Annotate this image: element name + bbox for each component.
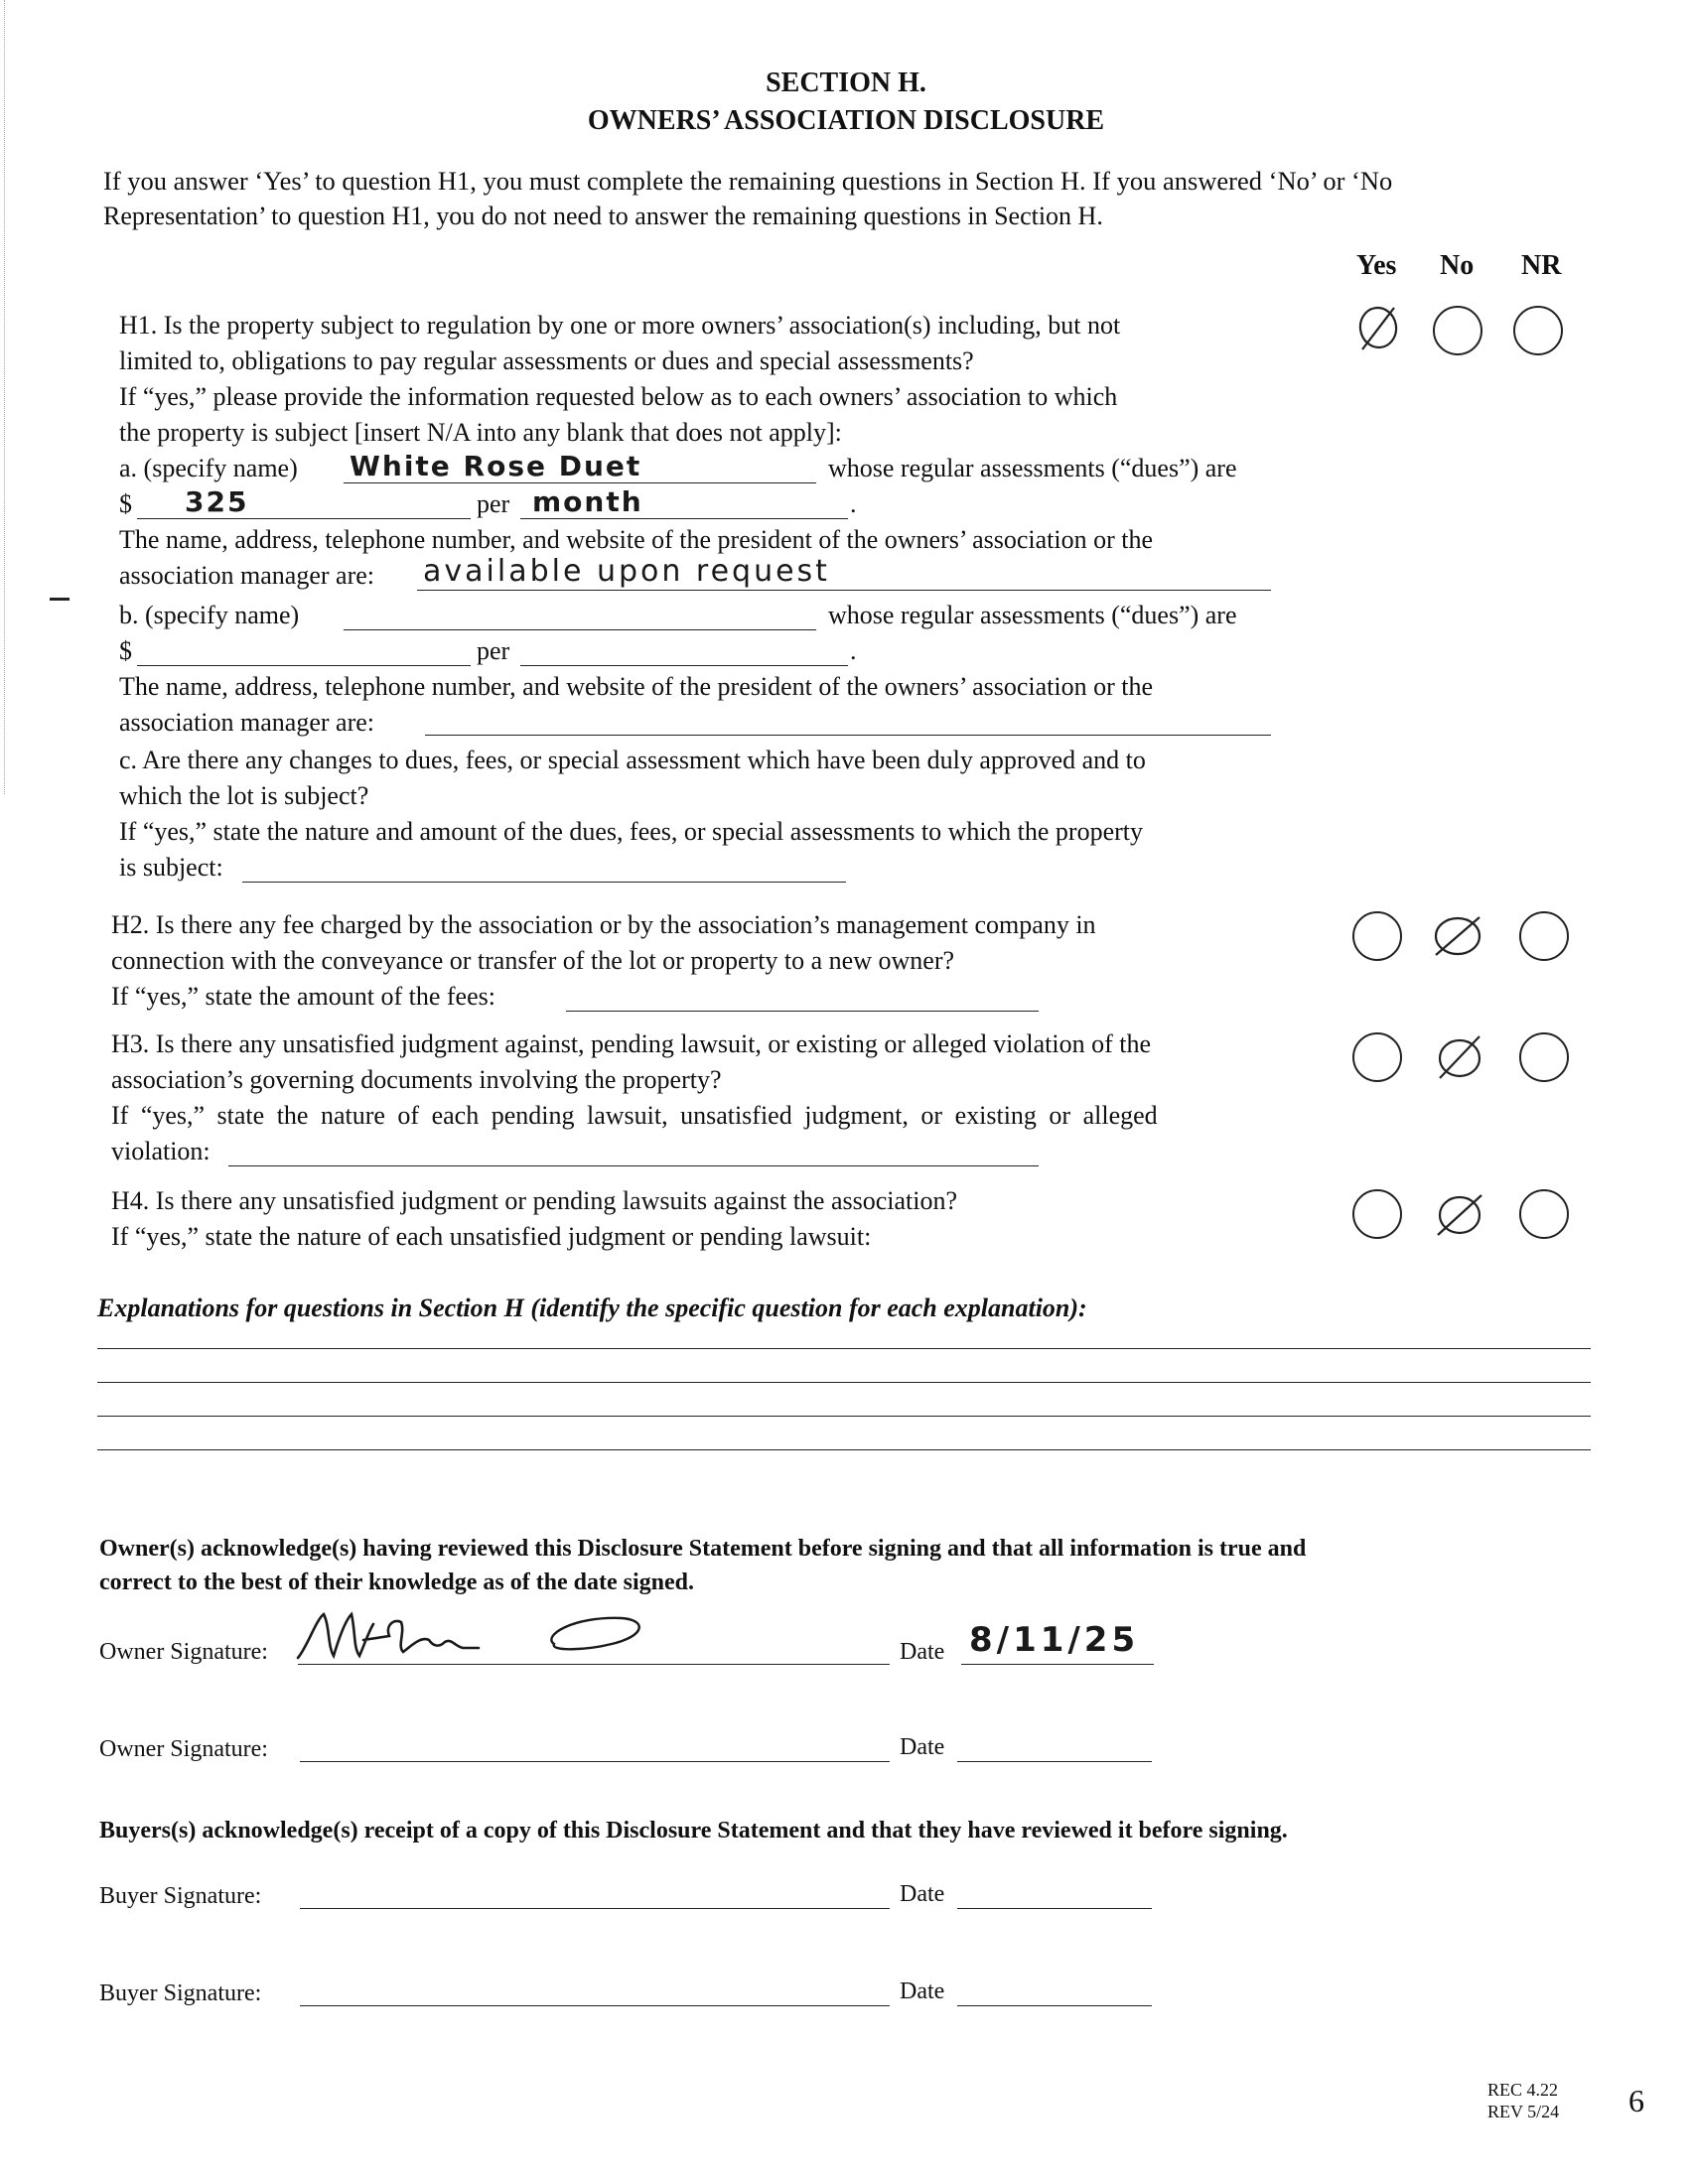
owner-signature-underline[interactable] xyxy=(300,1761,890,1762)
h1c-instruction: If “yes,” state the nature and amount of the dues, fees, or special assessments to which the property xyxy=(119,817,1143,846)
h1a-name-underline xyxy=(344,482,816,483)
h3-yes-radio[interactable] xyxy=(1352,1032,1402,1082)
buyer-date-underline[interactable] xyxy=(957,1908,1152,1909)
h3-answer-underline[interactable] xyxy=(228,1165,1039,1166)
h2-yes-radio[interactable] xyxy=(1352,911,1402,961)
column-nr-header: NR xyxy=(1521,250,1562,281)
owner-date-underline[interactable] xyxy=(957,1761,1152,1762)
h3-instruction: violation: xyxy=(111,1137,211,1165)
h3-question: association’s governing documents involving the property? xyxy=(111,1065,722,1094)
h1b-manager-label: The name, address, telephone number, and website of the president of the owners’ association or the xyxy=(119,672,1154,701)
buyer-date-label: Date xyxy=(900,1881,945,1907)
column-yes-header: Yes xyxy=(1356,250,1397,281)
explanation-line[interactable] xyxy=(97,1416,1591,1417)
h1a-amount-underline xyxy=(137,518,471,519)
h3-no-radio[interactable] xyxy=(1434,1032,1483,1082)
h4-nr-radio[interactable] xyxy=(1519,1189,1569,1239)
owner-signature-label: Owner Signature: xyxy=(99,1736,268,1762)
owner-acknowledgement: correct to the best of their knowledge as of the date signed. xyxy=(99,1570,695,1595)
h2-question: H2. Is there any fee charged by the association or by the association’s management company in xyxy=(111,910,1096,939)
h1b-period-underline[interactable] xyxy=(520,665,848,666)
h1a-per-label: per xyxy=(477,489,510,518)
column-no-header: No xyxy=(1440,250,1475,281)
h1b-manager-label: association manager are: xyxy=(119,708,374,737)
h1a-manager-label: The name, address, telephone number, and website of the president of the owners’ association or the xyxy=(119,525,1154,554)
h1a-dollar-sign: $ xyxy=(119,489,132,518)
owner-date-underline xyxy=(961,1664,1154,1665)
h1b-dollar-sign: $ xyxy=(119,636,132,665)
owner-signature-label: Owner Signature: xyxy=(99,1639,268,1665)
h1c-answer-underline[interactable] xyxy=(242,882,846,883)
h1a-name-label: a. (specify name) xyxy=(119,454,298,482)
buyer-signature-label: Buyer Signature: xyxy=(99,1980,262,2006)
h1-instruction: the property is subject [insert N/A into any blank that does not apply]: xyxy=(119,418,842,447)
h1b-amount-underline[interactable] xyxy=(137,665,471,666)
h1b-period-dot: . xyxy=(850,636,857,665)
h2-no-radio[interactable] xyxy=(1432,911,1481,961)
explanations-heading: Explanations for questions in Section H (identify the specific question for each explanation): xyxy=(97,1294,1087,1322)
explanation-line[interactable] xyxy=(97,1382,1591,1383)
h1c-question: which the lot is subject? xyxy=(119,781,369,810)
buyer-acknowledgement: Buyers(s) acknowledge(s) receipt of a copy of this Disclosure Statement and that they have reviewed it before signing. xyxy=(99,1818,1288,1843)
h2-nr-radio[interactable] xyxy=(1519,911,1569,961)
h1-question: H1. Is the property subject to regulation by one or more owners’ association(s) including, but not xyxy=(119,311,1121,340)
h1-instruction: If “yes,” please provide the information requested below as to each owners’ association to which xyxy=(119,382,1118,411)
h4-question: H4. Is there any unsatisfied judgment or pending lawsuits against the association? xyxy=(111,1186,958,1215)
h1c-instruction: is subject: xyxy=(119,853,223,882)
h3-question: H3. Is there any unsatisfied judgment against, pending lawsuit, or existing or alleged violation of the xyxy=(111,1029,1151,1058)
buyer-date-underline[interactable] xyxy=(957,2005,1152,2006)
owner-acknowledgement: Owner(s) acknowledge(s) having reviewed this Disclosure Statement before signing and that all information is true and xyxy=(99,1536,1307,1562)
h1a-manager-underline xyxy=(417,590,1271,591)
owner-signature-underline xyxy=(298,1664,890,1665)
h1a-dues-label: whose regular assessments (“dues”) are xyxy=(828,454,1237,482)
buyer-signature-label: Buyer Signature: xyxy=(99,1883,262,1909)
buyer-signature-underline[interactable] xyxy=(300,1908,890,1909)
h2-instruction: If “yes,” state the amount of the fees: xyxy=(111,982,495,1011)
buyer-signature-underline[interactable] xyxy=(300,2005,890,2006)
margin-mark xyxy=(50,598,70,601)
h1-yes-radio[interactable] xyxy=(1354,304,1404,353)
h4-no-radio[interactable] xyxy=(1434,1189,1483,1239)
page-number: 6 xyxy=(1628,2083,1644,2118)
form-code: REC 4.22 xyxy=(1487,2080,1559,2100)
checked-mark-icon xyxy=(1354,302,1404,357)
h1a-name-value[interactable]: White Rose Duet xyxy=(350,450,642,482)
h1a-manager-label: association manager are: xyxy=(119,561,374,590)
h1b-name-label: b. (specify name) xyxy=(119,601,300,629)
h3-instruction: If “yes,” state the nature of each pending lawsuit, unsatisfied judgment, or existing or alleged xyxy=(111,1101,1158,1130)
buyer-date-label: Date xyxy=(900,1979,945,2004)
owner-date-value[interactable]: 8/11/25 xyxy=(969,1620,1140,1660)
h2-question: connection with the conveyance or transfer of the lot or property to a new owner? xyxy=(111,946,955,975)
h2-answer-underline[interactable] xyxy=(566,1011,1039,1012)
form-revision: REV 5/24 xyxy=(1487,2102,1560,2121)
h1a-amount-value[interactable]: 325 xyxy=(185,485,249,518)
intro-text: Representation’ to question H1, you do not need to answer the remaining questions in Section H. xyxy=(103,202,1103,230)
checked-mark-icon xyxy=(1432,1189,1487,1241)
h1-question: limited to, obligations to pay regular assessments or dues and special assessments? xyxy=(119,346,974,375)
h1a-period-dot: . xyxy=(850,489,857,518)
h3-nr-radio[interactable] xyxy=(1519,1032,1569,1082)
owner-date-label: Date xyxy=(900,1734,945,1760)
explanation-line[interactable] xyxy=(97,1449,1591,1450)
h4-yes-radio[interactable] xyxy=(1352,1189,1402,1239)
section-subtitle: OWNERS’ ASSOCIATION DISCLOSURE xyxy=(587,105,1105,136)
h4-instruction: If “yes,” state the nature of each unsatisfied judgment or pending lawsuit: xyxy=(111,1222,872,1251)
h1b-manager-underline[interactable] xyxy=(425,735,1271,736)
h1a-period-value[interactable]: month xyxy=(532,485,643,518)
explanation-line[interactable] xyxy=(97,1348,1591,1349)
intro-text: If you answer ‘Yes’ to question H1, you must complete the remaining questions in Section H. If you answered ‘No’ or ‘No xyxy=(103,166,1393,196)
h1c-question: c. Are there any changes to dues, fees, or special assessment which have been duly approved and to xyxy=(119,746,1146,774)
h1b-name-underline[interactable] xyxy=(344,629,816,630)
owner-signature[interactable] xyxy=(294,1606,651,1670)
h1a-period-underline xyxy=(520,518,848,519)
h1b-dues-label: whose regular assessments (“dues”) are xyxy=(828,601,1237,629)
section-title: SECTION H. xyxy=(766,68,926,98)
h1a-manager-value[interactable]: available upon request xyxy=(423,554,830,589)
owner-date-label: Date xyxy=(900,1639,945,1665)
h1b-per-label: per xyxy=(477,636,510,665)
checked-mark-icon xyxy=(1432,1032,1487,1084)
h1-no-radio[interactable] xyxy=(1433,306,1482,355)
signature-image xyxy=(294,1606,651,1670)
h1-nr-radio[interactable] xyxy=(1513,306,1563,355)
checked-mark-icon xyxy=(1430,911,1485,961)
